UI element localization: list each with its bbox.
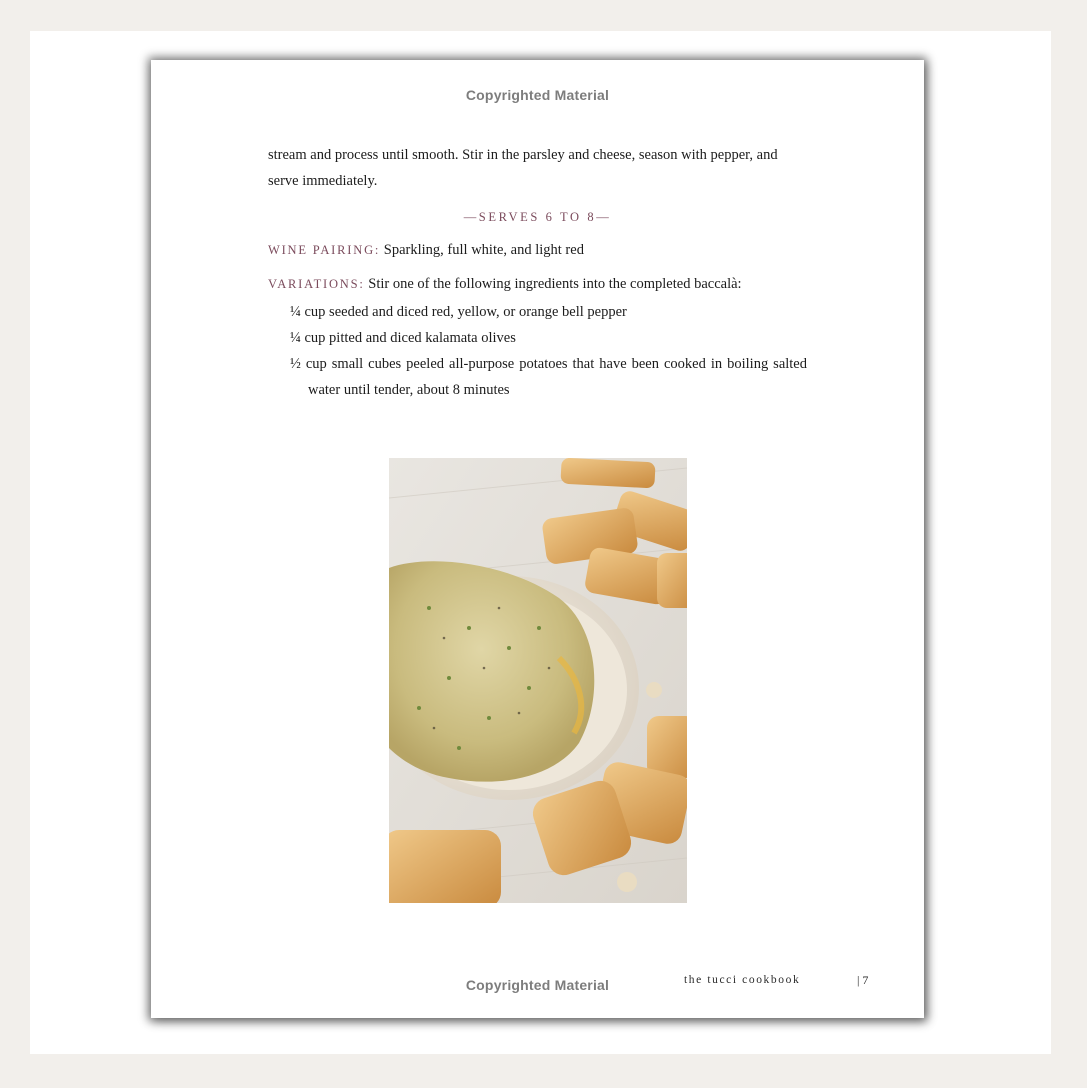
- variations-label: VARIATIONS:: [268, 277, 365, 291]
- watermark-top: Copyrighted Material: [465, 87, 610, 103]
- footer-book-title: the tucci cookbook: [684, 974, 801, 986]
- wine-pairing-line: [268, 242, 813, 259]
- wine-pairing-text: Sparkling, full white, and light red: [380, 242, 584, 258]
- wine-pairing-label: WINE PAIRING:: [268, 243, 381, 257]
- serves-heading: —SERVES 6 TO 8—: [463, 210, 612, 224]
- variation-item: ½ cup small cubes peeled all-purpose potatoes that have been cooked in boiling salted water until tender, about 8 minutes: [290, 356, 807, 398]
- variation-item: ¼ cup seeded and diced red, yellow, or orange bell pepper: [290, 304, 627, 320]
- watermark-bottom: Copyrighted Material: [465, 977, 610, 993]
- footer-page-number: | 7: [857, 973, 869, 987]
- variations-text: Stir one of the following ingredients into the completed baccalà:: [364, 276, 742, 292]
- book-page: [151, 60, 924, 1018]
- baccala-photo: [389, 458, 687, 903]
- recipe-paragraph: stream and process until smooth. Stir in the parsley and cheese, season with pepper, and serve immediately.: [268, 147, 778, 189]
- baccala-photo-illustration: [389, 458, 687, 903]
- variations-line: [268, 276, 813, 293]
- variation-item: ¼ cup pitted and diced kalamata olives: [290, 330, 516, 346]
